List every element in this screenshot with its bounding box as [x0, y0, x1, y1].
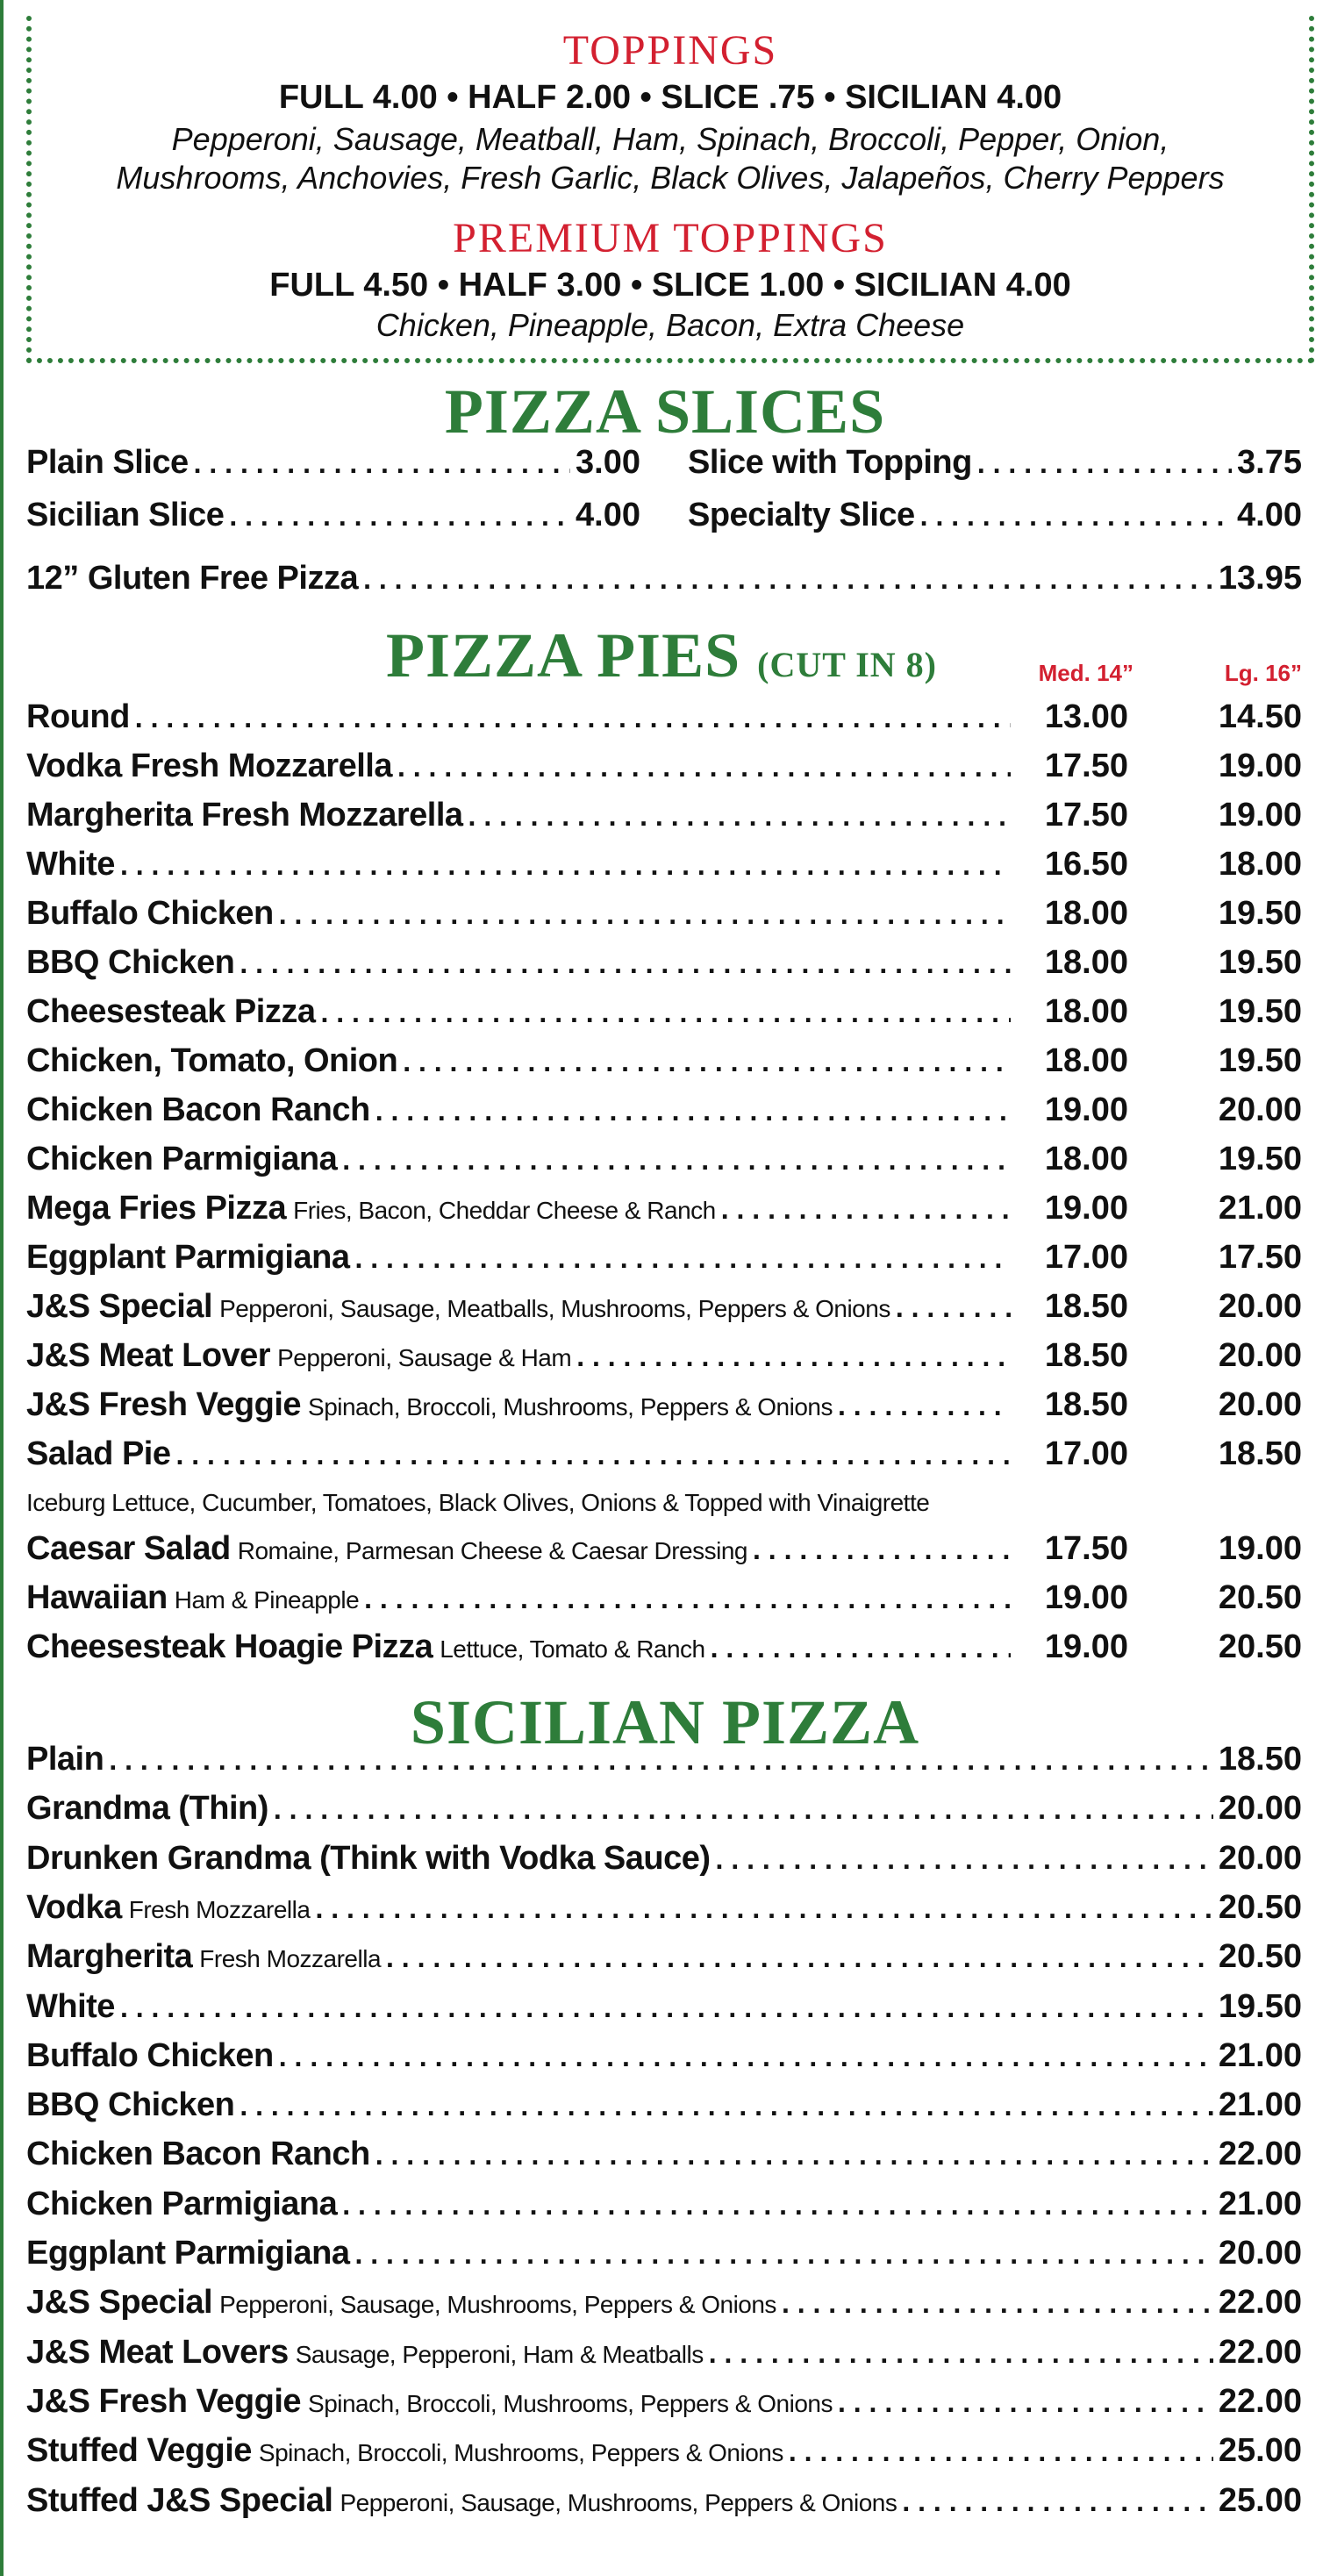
price-large: 20.00: [1218, 1337, 1302, 1374]
pizza-pie-row: [26, 846, 1302, 895]
price-medium: 17.50: [1044, 748, 1128, 784]
leader-dots: [977, 447, 1232, 480]
price-medium: 17.50: [1044, 1530, 1128, 1567]
leader-dots: [320, 997, 1011, 1029]
sicilian-pizza-row: [26, 2432, 1302, 2481]
slice-row: [26, 560, 1302, 609]
pizza-pie-row: [26, 1579, 1302, 1628]
leader-dots: [240, 2090, 1213, 2122]
item-name: J&S Meat Lovers: [26, 2334, 289, 2371]
item-description: Spinach, Broccoli, Mushrooms, Peppers & Onions: [308, 1393, 833, 1420]
pizza-pie-row: [26, 1435, 1302, 1485]
sicilian-pizza-row: [26, 1938, 1302, 1987]
size-header-large: Lg. 16”: [1224, 660, 1302, 686]
item-description: Spinach, Broccoli, Mushrooms, Peppers & Onions: [258, 2439, 783, 2466]
item-name: Buffalo Chicken: [26, 2037, 274, 2074]
price-medium: 16.50: [1044, 846, 1128, 883]
item-price: 21.00: [1218, 2086, 1302, 2123]
item-name: Hawaiian: [26, 1579, 168, 1616]
item-price: 3.00: [576, 444, 640, 481]
sicilian-pizza-row: [26, 1889, 1302, 1938]
leader-dots: [229, 500, 570, 533]
item-price: 25.00: [1218, 2432, 1302, 2469]
slice-row: [688, 497, 1302, 546]
item-description: Pepperoni, Sausage & Ham: [277, 1344, 572, 1371]
item-name: Caesar Salad: [26, 1530, 231, 1567]
price-large: 19.50: [1218, 944, 1302, 981]
leader-dots: [120, 1992, 1213, 2024]
price-medium: 17.50: [1044, 797, 1128, 834]
leader-dots: [279, 898, 1011, 931]
item-name: Margherita Fresh Mozzarella: [26, 797, 463, 834]
leader-dots: [789, 2436, 1213, 2468]
item-description: Pepperoni, Sausage, Meatballs, Mushrooms, Peppers & Onions: [219, 1295, 890, 1322]
price-medium: 18.00: [1044, 895, 1128, 932]
leader-dots: [711, 1632, 1011, 1664]
sicilian-pizza-row: [26, 1790, 1302, 1839]
item-price: 21.00: [1218, 2037, 1302, 2074]
toppings-list-line2: Mushrooms, Anchovies, Fresh Garlic, Black Olives, Jalapeños, Cherry Peppers: [116, 160, 1225, 196]
leader-dots: [753, 1534, 1011, 1566]
item-description: Pepperoni, Sausage, Mushrooms, Peppers & Onions: [340, 2489, 897, 2516]
item-name: Chicken, Tomato, Onion: [26, 1042, 398, 1079]
leader-dots: [902, 2486, 1213, 2518]
item-name: Drunken Grandma (Think with Vodka Sauce): [26, 1840, 711, 1877]
sicilian-pizza-heading: SICILIAN PIZZA: [410, 1687, 920, 1757]
item-name: Stuffed J&S Special: [26, 2482, 333, 2519]
slice-row: [688, 444, 1302, 493]
price-medium: 18.50: [1044, 1386, 1128, 1423]
item-name: Plain: [26, 1741, 104, 1778]
leader-dots: [354, 1242, 1011, 1275]
pizza-pie-row: [26, 944, 1302, 993]
size-header-medium: Med. 14”: [1038, 660, 1133, 686]
item-name: Salad Pie: [26, 1435, 171, 1472]
slice-row: [26, 497, 640, 546]
toppings-list-line1: Pepperoni, Sausage, Meatball, Ham, Spinach, Broccoli, Pepper, Onion,: [171, 121, 1169, 157]
price-large: 20.50: [1218, 1579, 1302, 1616]
item-name: Chicken Parmigiana: [26, 1141, 338, 1177]
price-large: 14.50: [1218, 698, 1302, 735]
leader-dots: [364, 1583, 1011, 1615]
item-description: Sausage, Pepperoni, Ham & Meatballs: [295, 2341, 704, 2368]
item-name: J&S Special: [26, 2284, 213, 2321]
sicilian-pizza-row: [26, 2284, 1302, 2333]
leader-dots: [175, 1439, 1011, 1471]
item-name: Specialty Slice: [688, 497, 915, 533]
toppings-box: [26, 16, 1314, 363]
item-price: 22.00: [1218, 2136, 1302, 2172]
leader-dots: [194, 447, 570, 480]
item-name: BBQ Chicken: [26, 944, 235, 981]
price-large: 19.50: [1218, 1141, 1302, 1177]
item-name: J&S Fresh Veggie: [26, 1386, 302, 1423]
price-large: 20.50: [1218, 1628, 1302, 1665]
sicilian-pizza-row: [26, 2186, 1302, 2235]
pizza-pie-row: [26, 698, 1302, 748]
item-name: Stuffed Veggie: [26, 2432, 252, 2469]
leader-dots: [920, 500, 1232, 533]
slice-row: [26, 444, 640, 493]
leader-dots: [838, 2386, 1213, 2419]
leader-dots: [109, 1744, 1213, 1777]
price-large: 19.50: [1218, 993, 1302, 1030]
price-large: 19.00: [1218, 797, 1302, 834]
leader-dots: [576, 1341, 1011, 1373]
item-description: Romaine, Parmesan Cheese & Caesar Dressing: [237, 1537, 747, 1564]
leader-dots: [315, 1893, 1212, 1925]
item-price: 20.00: [1218, 1790, 1302, 1827]
item-price: 20.50: [1218, 1889, 1302, 1926]
sicilian-pizza-row: [26, 2136, 1302, 2185]
leader-dots: [363, 563, 1213, 596]
premium-toppings-prices: FULL 4.50 • HALF 3.00 • SLICE 1.00 • SICILIAN 4.00: [269, 267, 1071, 304]
toppings-title: TOPPINGS: [562, 27, 778, 74]
item-name: Cheesesteak Hoagie Pizza: [26, 1628, 433, 1665]
price-large: 19.00: [1218, 1530, 1302, 1567]
item-name: Grandma (Thin): [26, 1790, 268, 1827]
premium-toppings-title: PREMIUM TOPPINGS: [453, 215, 888, 261]
pizza-pie-row: [26, 1190, 1302, 1239]
sicilian-pizza-row: [26, 2383, 1302, 2432]
sicilian-pizza-row: [26, 1840, 1302, 1889]
price-medium: 19.00: [1044, 1190, 1128, 1227]
item-price: 21.00: [1218, 2186, 1302, 2222]
pizza-pie-row: [26, 1386, 1302, 1435]
leader-dots: [342, 1144, 1011, 1177]
item-name: White: [26, 1988, 115, 2025]
leader-dots: [135, 702, 1011, 734]
item-price: 4.00: [1237, 497, 1302, 533]
leader-dots: [342, 2189, 1213, 2222]
item-price: 4.00: [576, 497, 640, 533]
price-large: 19.50: [1218, 895, 1302, 932]
price-medium: 18.00: [1044, 1042, 1128, 1079]
sicilian-pizza-row: [26, 1741, 1302, 1790]
pizza-pie-row: [26, 1141, 1302, 1190]
item-price: 22.00: [1218, 2334, 1302, 2371]
pizza-pie-row: [26, 797, 1302, 846]
leader-dots: [782, 2287, 1213, 2320]
pizza-pies-title: PIZZA PIES: [386, 620, 741, 691]
item-price: 22.00: [1218, 2284, 1302, 2321]
price-medium: 18.50: [1044, 1337, 1128, 1374]
item-name: White: [26, 846, 115, 883]
price-large: 21.00: [1218, 1190, 1302, 1227]
price-large: 18.50: [1218, 1435, 1302, 1472]
item-name: Sicilian Slice: [26, 497, 225, 533]
price-large: 20.00: [1218, 1091, 1302, 1128]
sicilian-pizza-row: [26, 2086, 1302, 2136]
pizza-pie-row: [26, 1239, 1302, 1288]
leader-dots: [375, 1095, 1011, 1127]
item-name: Margherita: [26, 1938, 193, 1975]
item-name: Vodka: [26, 1889, 122, 1926]
salad-pie-note: Iceburg Lettuce, Cucumber, Tomatoes, Black Olives, Onions & Topped with Vinaigrette: [26, 1489, 930, 1516]
leader-dots: [896, 1292, 1011, 1324]
item-name: Chicken Bacon Ranch: [26, 2136, 370, 2172]
pizza-pie-row: [26, 1530, 1302, 1579]
pizza-pie-row: [26, 993, 1302, 1042]
price-medium: 18.50: [1044, 1288, 1128, 1325]
leader-dots: [240, 948, 1011, 980]
item-name: Vodka Fresh Mozzarella: [26, 748, 392, 784]
item-price: 19.50: [1218, 1988, 1302, 2025]
price-large: 19.00: [1218, 748, 1302, 784]
item-description: Fries, Bacon, Cheddar Cheese & Ranch: [293, 1197, 716, 1224]
item-price: 3.75: [1237, 444, 1302, 481]
item-description: Fresh Mozzarella: [128, 1896, 311, 1923]
leader-dots: [468, 800, 1011, 833]
leader-dots: [279, 2041, 1213, 2073]
item-name: J&S Special: [26, 1288, 213, 1325]
leader-dots: [709, 2337, 1213, 2370]
price-medium: 18.00: [1044, 944, 1128, 981]
item-name: BBQ Chicken: [26, 2086, 235, 2123]
leader-dots: [386, 1942, 1213, 1974]
price-medium: 17.00: [1044, 1435, 1128, 1472]
leader-dots: [397, 751, 1011, 784]
leader-dots: [274, 1793, 1213, 1826]
item-price: 20.00: [1218, 2235, 1302, 2272]
sicilian-pizza-row: [26, 2482, 1302, 2531]
pizza-pie-row: [26, 1042, 1302, 1091]
pizza-pies-subtitle: (CUT IN 8): [757, 645, 937, 684]
item-name: Plain Slice: [26, 444, 189, 481]
item-name: Round: [26, 698, 130, 735]
toppings-prices: FULL 4.00 • HALF 2.00 • SLICE .75 • SICILIAN 4.00: [278, 79, 1062, 116]
item-name: 12” Gluten Free Pizza: [26, 560, 359, 597]
item-price: 13.95: [1218, 560, 1302, 597]
pizza-pie-row: [26, 1288, 1302, 1337]
price-large: 19.50: [1218, 1042, 1302, 1079]
leader-dots: [721, 1193, 1011, 1226]
leader-dots: [375, 2139, 1213, 2172]
pizza-pie-row: [26, 1337, 1302, 1386]
price-medium: 19.00: [1044, 1579, 1128, 1616]
item-price: 20.50: [1218, 1938, 1302, 1975]
premium-toppings-list: Chicken, Pineapple, Bacon, Extra Cheese: [375, 307, 965, 343]
pizza-pie-row: [26, 895, 1302, 944]
sicilian-pizza-row: [26, 2235, 1302, 2284]
pizza-slices-heading: PIZZA SLICES: [444, 376, 886, 447]
sicilian-pizza-row: [26, 1988, 1302, 2037]
item-price: 22.00: [1218, 2383, 1302, 2420]
item-price: 18.50: [1218, 1741, 1302, 1778]
item-name: Chicken Bacon Ranch: [26, 1091, 370, 1128]
item-name: Slice with Topping: [688, 444, 972, 481]
price-medium: 17.00: [1044, 1239, 1128, 1276]
price-medium: 18.00: [1044, 993, 1128, 1030]
item-price: 25.00: [1218, 2482, 1302, 2519]
item-name: J&S Meat Lover: [26, 1337, 271, 1374]
pizza-pie-row: [26, 1628, 1302, 1678]
item-description: Pepperoni, Sausage, Mushrooms, Peppers & Onions: [219, 2291, 776, 2318]
price-large: 20.00: [1218, 1386, 1302, 1423]
item-description: Lettuce, Tomato & Ranch: [440, 1635, 705, 1663]
leader-dots: [120, 849, 1011, 882]
item-description: Ham & Pineapple: [174, 1586, 360, 1614]
item-price: 20.00: [1218, 1840, 1302, 1877]
price-large: 20.00: [1218, 1288, 1302, 1325]
item-name: Cheesesteak Pizza: [26, 993, 316, 1030]
item-description: Fresh Mozzarella: [199, 1945, 382, 1972]
price-large: 17.50: [1218, 1239, 1302, 1276]
leader-dots: [838, 1390, 1011, 1422]
price-large: 18.00: [1218, 846, 1302, 883]
item-name: J&S Fresh Veggie: [26, 2383, 302, 2420]
price-medium: 13.00: [1044, 698, 1128, 735]
price-medium: 19.00: [1044, 1628, 1128, 1665]
price-medium: 18.00: [1044, 1141, 1128, 1177]
item-name: Buffalo Chicken: [26, 895, 274, 932]
sicilian-pizza-row: [26, 2037, 1302, 2086]
item-description: Spinach, Broccoli, Mushrooms, Peppers & Onions: [308, 2390, 833, 2417]
pizza-pie-row: [26, 1091, 1302, 1141]
leader-dots: [716, 1843, 1213, 1876]
sicilian-pizza-row: [26, 2334, 1302, 2383]
item-name: Mega Fries Pizza: [26, 1190, 287, 1227]
item-name: Eggplant Parmigiana: [26, 1239, 350, 1276]
price-medium: 19.00: [1044, 1091, 1128, 1128]
item-name: Chicken Parmigiana: [26, 2186, 338, 2222]
pizza-pie-row: [26, 748, 1302, 797]
leader-dots: [354, 2238, 1212, 2271]
leader-dots: [403, 1046, 1011, 1078]
item-name: Eggplant Parmigiana: [26, 2235, 350, 2272]
